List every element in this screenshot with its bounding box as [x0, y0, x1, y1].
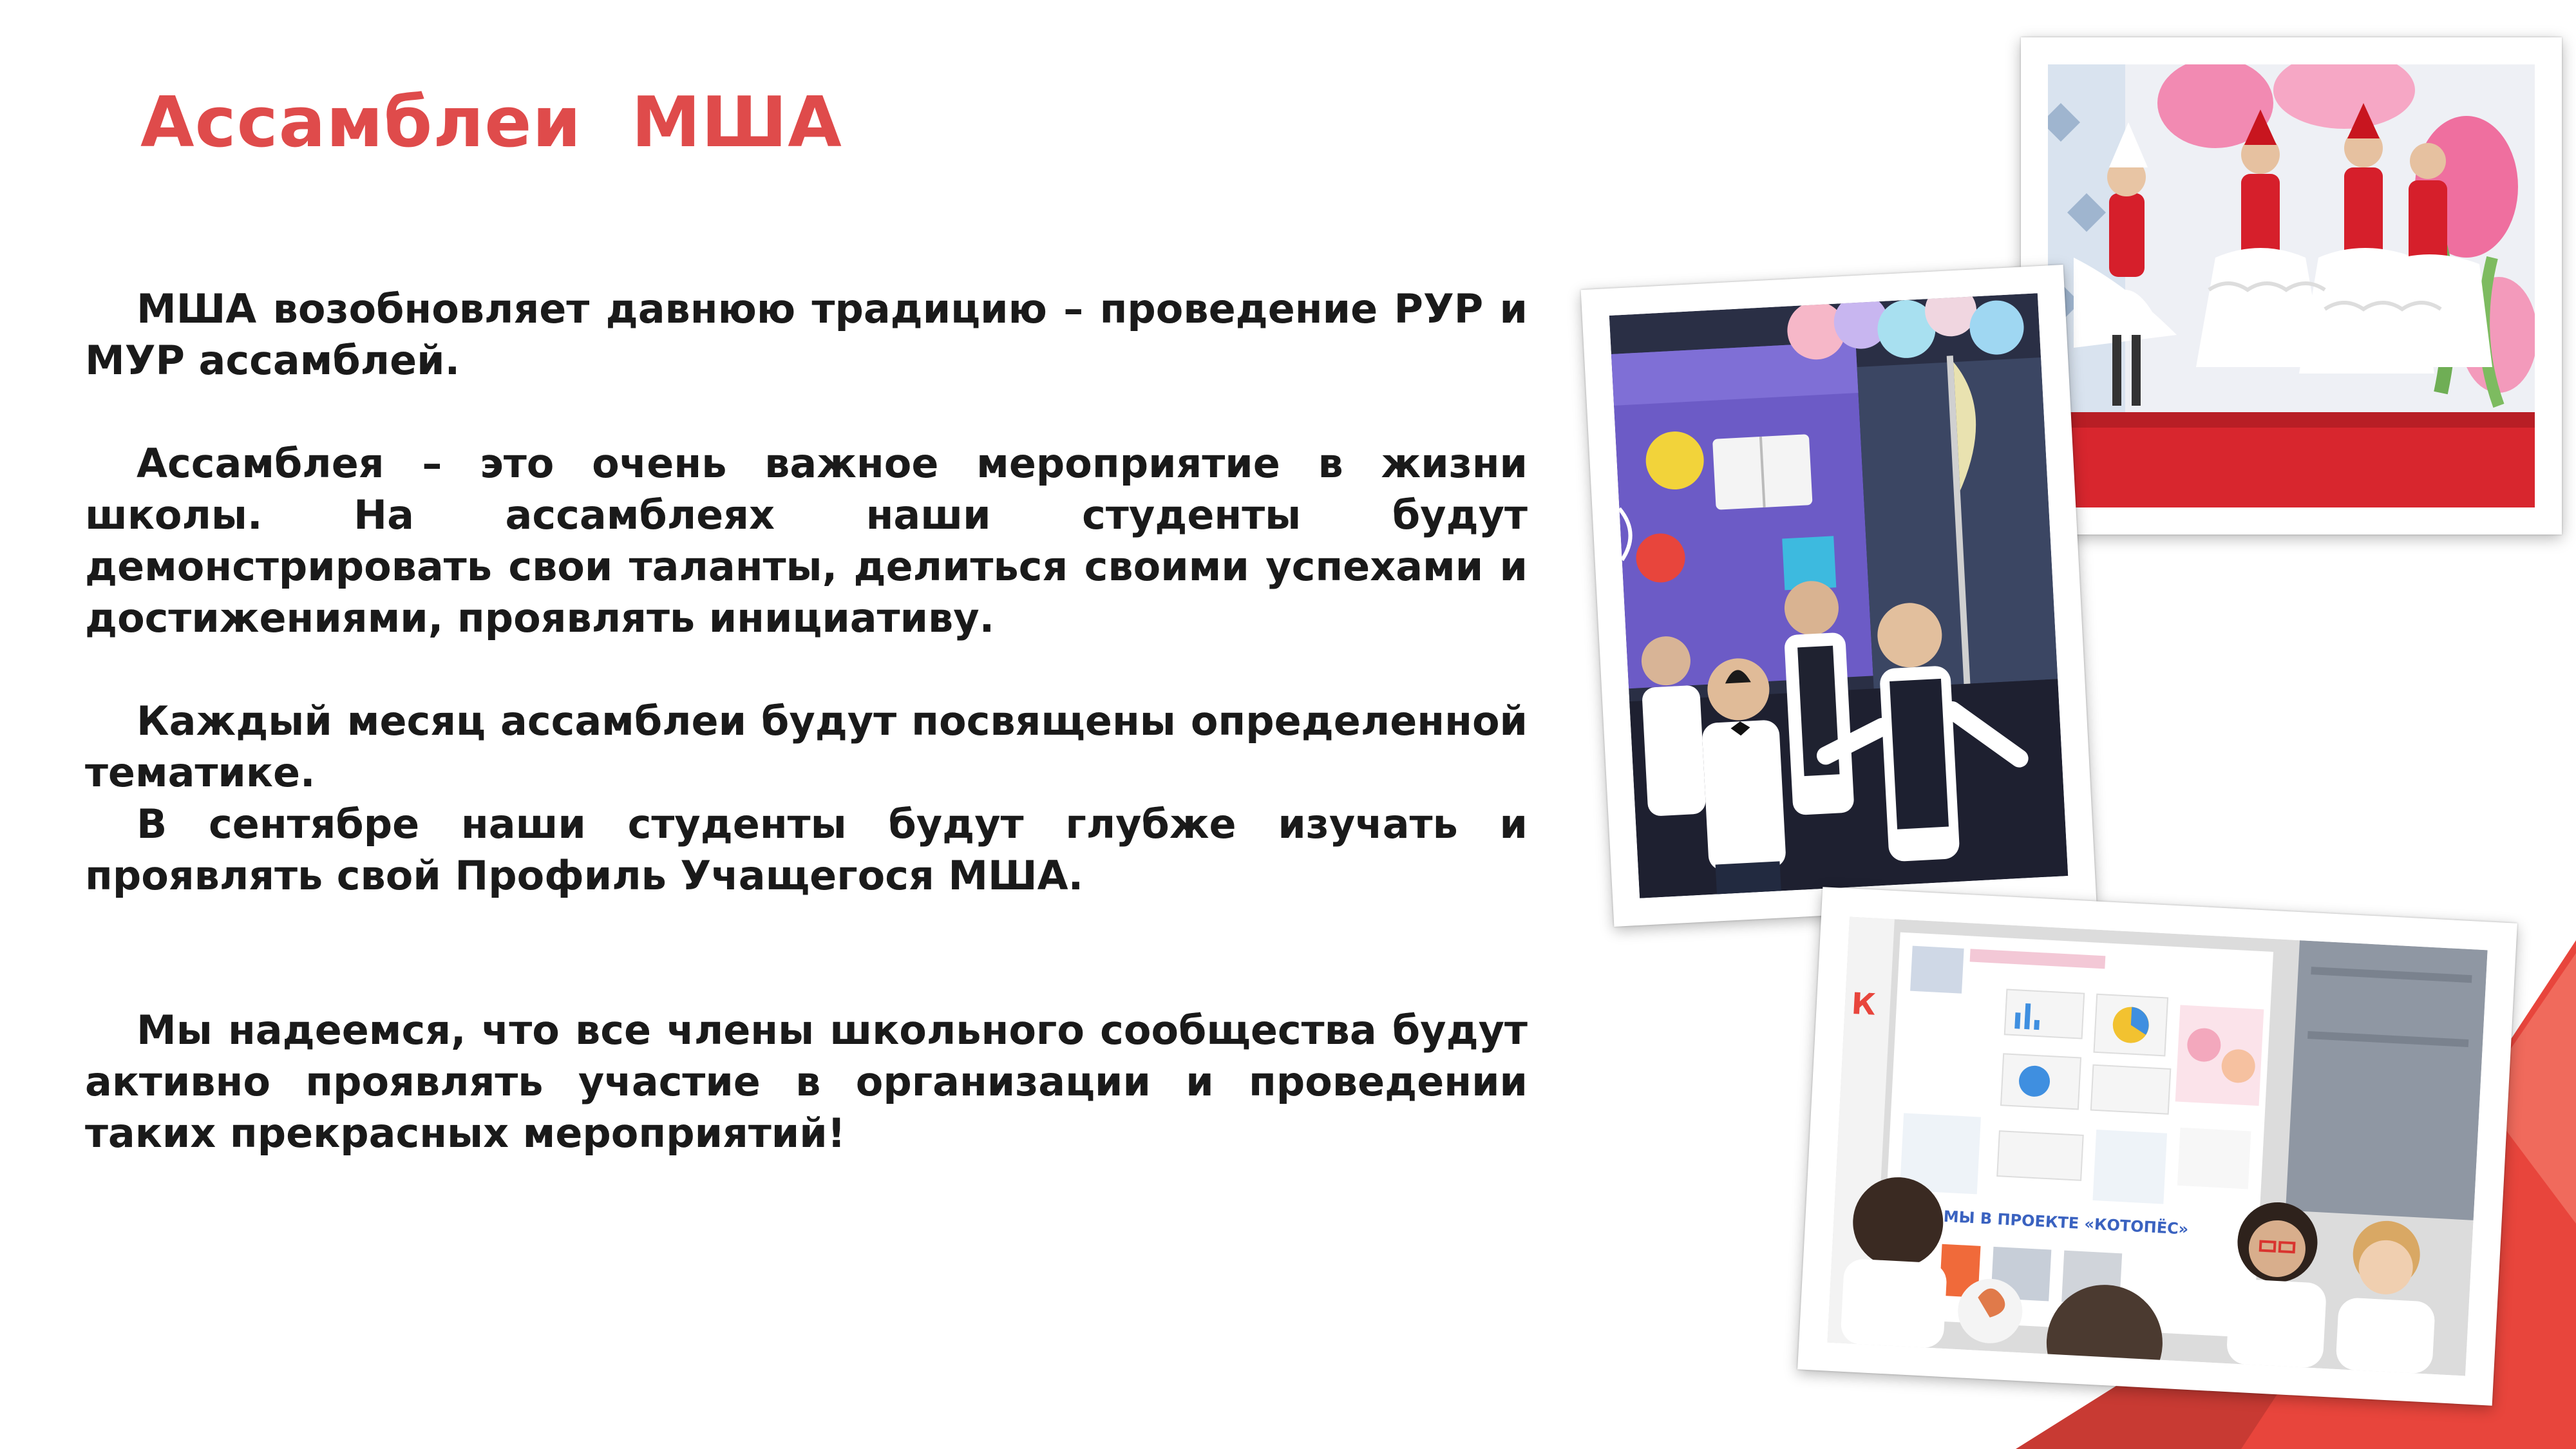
paragraph-hope: Мы надеемся, что все члены школьного сообщества будут активно проявлять участие в организации и проведении таких прекрасных мероприятий!: [85, 1007, 1528, 1157]
paragraph-assembly: Ассамблея – это очень важное мероприятие в жизни школы. На ассамблеях наши студенты будут демонстрировать свои таланты, делиться своими успехами и достижениями, проявлять инициативу.: [85, 440, 1528, 641]
project-presentation-photo-image: [1827, 916, 2487, 1376]
paragraph-september: В сентябре наши студенты будут глубже изучать и проявлять свой Профиль Учащегося МША.: [85, 800, 1528, 899]
project-presentation-photo: [1797, 887, 2517, 1405]
dance-photo-image: [2048, 64, 2535, 507]
boys-performance-photo-image: [1609, 293, 2069, 898]
paragraph-monthly-theme: Каждый месяц ассамблеи будут посвящены определенной тематике.: [85, 697, 1528, 796]
boys-performance-photo: [1581, 265, 2097, 927]
svg-text:К: К: [1850, 985, 1877, 1022]
body-text: [85, 283, 1528, 1159]
dance-photo: [2021, 37, 2562, 535]
paragraph-intro: МША возобновляет давнюю традицию – проведение РУР и МУР ассамблей.: [85, 285, 1528, 384]
poster-caption: МЫ В ПРОЕКТЕ «КОТОПЁС»: [1943, 1207, 2189, 1238]
page-title: Ассамблеи МША: [140, 82, 842, 163]
